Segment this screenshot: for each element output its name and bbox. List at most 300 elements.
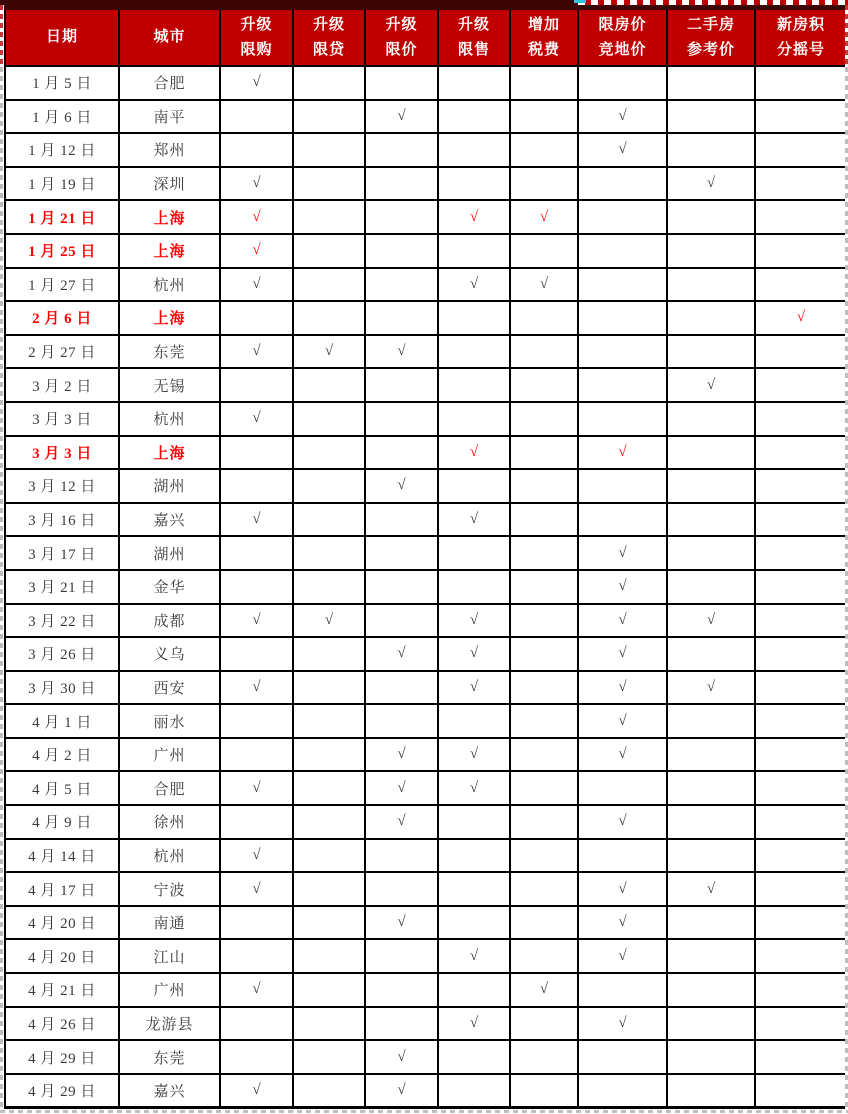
check-cell-shengji-xiangou[interactable]: √ [220,402,293,436]
check-cell-shengji-xianjia[interactable]: √ [365,1074,438,1108]
check-cell-zengjia-shuifei[interactable] [510,671,578,705]
check-cell-shengji-xiandai[interactable] [293,637,365,671]
check-cell-zengjia-shuifei[interactable] [510,839,578,873]
city-cell[interactable]: 宁波 [119,872,220,906]
date-cell[interactable]: 3 月 3 日 [5,436,119,470]
date-cell[interactable]: 3 月 2 日 [5,368,119,402]
check-cell-xinfang-jifen-yaohao[interactable] [755,939,846,973]
check-cell-shengji-xiangou[interactable]: √ [220,671,293,705]
check-cell-xinfang-jifen-yaohao[interactable] [755,771,846,805]
check-cell-shengji-xianshou[interactable] [438,906,510,940]
check-cell-shengji-xianshou[interactable] [438,335,510,369]
city-cell[interactable]: 杭州 [119,268,220,302]
check-cell-shengji-xiangou[interactable]: √ [220,973,293,1007]
col-header-shengji-xiandai[interactable] [293,8,365,67]
check-cell-zengjia-shuifei[interactable] [510,771,578,805]
check-cell-zengjia-shuifei[interactable] [510,503,578,537]
check-cell-shengji-xianshou[interactable]: √ [438,939,510,973]
check-cell-xianfangjia-jingdijia[interactable] [578,771,667,805]
check-cell-xinfang-jifen-yaohao[interactable] [755,906,846,940]
col-header-city[interactable] [119,8,220,67]
check-cell-shengji-xiandai[interactable] [293,1074,365,1108]
city-cell[interactable]: 西安 [119,671,220,705]
check-cell-shengji-xianjia[interactable] [365,1007,438,1041]
check-cell-xinfang-jifen-yaohao[interactable] [755,200,846,234]
check-cell-shengji-xianshou[interactable] [438,66,510,100]
check-cell-shengji-xiangou[interactable] [220,1007,293,1041]
check-cell-zengjia-shuifei[interactable] [510,234,578,268]
check-cell-ershoufang-cankaojia[interactable] [667,100,755,134]
check-cell-shengji-xiangou[interactable] [220,436,293,470]
city-cell[interactable]: 丽水 [119,704,220,738]
check-cell-shengji-xiangou[interactable] [220,368,293,402]
check-cell-shengji-xianjia[interactable]: √ [365,637,438,671]
check-cell-shengji-xianshou[interactable]: √ [438,738,510,772]
check-cell-ershoufang-cankaojia[interactable] [667,436,755,470]
check-cell-shengji-xiangou[interactable]: √ [220,771,293,805]
check-cell-xianfangjia-jingdijia[interactable] [578,301,667,335]
check-cell-shengji-xianjia[interactable] [365,939,438,973]
col-header-xianfangjia-jingdijia[interactable] [578,8,667,67]
check-cell-shengji-xianjia[interactable]: √ [365,469,438,503]
check-cell-shengji-xiangou[interactable] [220,738,293,772]
check-cell-shengji-xiandai[interactable] [293,100,365,134]
check-cell-xianfangjia-jingdijia[interactable] [578,234,667,268]
check-cell-xinfang-jifen-yaohao[interactable] [755,133,846,167]
check-cell-zengjia-shuifei[interactable] [510,1007,578,1041]
check-cell-shengji-xiangou[interactable] [220,805,293,839]
check-cell-shengji-xiandai[interactable] [293,738,365,772]
check-cell-zengjia-shuifei[interactable]: √ [510,200,578,234]
check-cell-xinfang-jifen-yaohao[interactable] [755,704,846,738]
check-cell-zengjia-shuifei[interactable] [510,604,578,638]
check-cell-xianfangjia-jingdijia[interactable] [578,469,667,503]
check-cell-shengji-xiangou[interactable] [220,570,293,604]
date-cell[interactable]: 3 月 17 日 [5,536,119,570]
check-cell-shengji-xiandai[interactable] [293,234,365,268]
col-header-ershoufang-cankaojia[interactable] [667,8,755,67]
check-cell-shengji-xianshou[interactable]: √ [438,604,510,638]
city-cell[interactable]: 徐州 [119,805,220,839]
check-cell-shengji-xiandai[interactable] [293,133,365,167]
check-cell-ershoufang-cankaojia[interactable] [667,637,755,671]
check-cell-shengji-xiangou[interactable]: √ [220,1074,293,1108]
city-cell[interactable]: 东莞 [119,335,220,369]
check-cell-xianfangjia-jingdijia[interactable]: √ [578,906,667,940]
check-cell-xinfang-jifen-yaohao[interactable] [755,167,846,201]
date-cell[interactable]: 3 月 16 日 [5,503,119,537]
check-cell-shengji-xianjia[interactable] [365,368,438,402]
check-cell-ershoufang-cankaojia[interactable] [667,1040,755,1074]
check-cell-xinfang-jifen-yaohao[interactable] [755,402,846,436]
check-cell-xianfangjia-jingdijia[interactable] [578,335,667,369]
check-cell-shengji-xiandai[interactable] [293,906,365,940]
check-cell-xianfangjia-jingdijia[interactable] [578,66,667,100]
check-cell-shengji-xiandai[interactable] [293,973,365,1007]
city-cell[interactable]: 嘉兴 [119,503,220,537]
check-cell-zengjia-shuifei[interactable] [510,1040,578,1074]
check-cell-shengji-xiandai[interactable] [293,671,365,705]
check-cell-shengji-xiandai[interactable] [293,805,365,839]
check-cell-xinfang-jifen-yaohao[interactable] [755,268,846,302]
check-cell-shengji-xiangou[interactable]: √ [220,839,293,873]
check-cell-xinfang-jifen-yaohao[interactable] [755,738,846,772]
city-cell[interactable]: 南平 [119,100,220,134]
check-cell-shengji-xianjia[interactable] [365,301,438,335]
check-cell-shengji-xiandai[interactable] [293,200,365,234]
check-cell-shengji-xiangou[interactable] [220,301,293,335]
check-cell-shengji-xiangou[interactable]: √ [220,335,293,369]
check-cell-zengjia-shuifei[interactable] [510,637,578,671]
city-cell[interactable]: 湖州 [119,536,220,570]
check-cell-ershoufang-cankaojia[interactable] [667,906,755,940]
check-cell-xianfangjia-jingdijia[interactable] [578,402,667,436]
check-cell-zengjia-shuifei[interactable] [510,301,578,335]
check-cell-shengji-xianjia[interactable]: √ [365,100,438,134]
check-cell-zengjia-shuifei[interactable] [510,167,578,201]
city-cell[interactable]: 上海 [119,436,220,470]
date-cell[interactable]: 1 月 25 日 [5,234,119,268]
check-cell-shengji-xiangou[interactable] [220,536,293,570]
city-cell[interactable]: 深圳 [119,167,220,201]
check-cell-shengji-xianshou[interactable] [438,234,510,268]
check-cell-xianfangjia-jingdijia[interactable] [578,167,667,201]
check-cell-shengji-xianjia[interactable] [365,872,438,906]
check-cell-shengji-xiangou[interactable]: √ [220,200,293,234]
city-cell[interactable]: 龙游县 [119,1007,220,1041]
city-cell[interactable]: 上海 [119,200,220,234]
check-cell-shengji-xianshou[interactable] [438,301,510,335]
date-cell[interactable]: 4 月 26 日 [5,1007,119,1041]
check-cell-zengjia-shuifei[interactable] [510,805,578,839]
check-cell-shengji-xianjia[interactable] [365,66,438,100]
check-cell-shengji-xiandai[interactable] [293,872,365,906]
city-cell[interactable]: 杭州 [119,839,220,873]
city-cell[interactable]: 郑州 [119,133,220,167]
check-cell-shengji-xianshou[interactable]: √ [438,503,510,537]
check-cell-zengjia-shuifei[interactable]: √ [510,973,578,1007]
check-cell-shengji-xianjia[interactable] [365,536,438,570]
check-cell-shengji-xianjia[interactable]: √ [365,906,438,940]
check-cell-shengji-xianjia[interactable] [365,604,438,638]
check-cell-shengji-xianjia[interactable]: √ [365,1040,438,1074]
city-cell[interactable]: 义乌 [119,637,220,671]
city-cell[interactable]: 合肥 [119,771,220,805]
date-cell[interactable]: 1 月 12 日 [5,133,119,167]
check-cell-shengji-xiangou[interactable] [220,906,293,940]
check-cell-xianfangjia-jingdijia[interactable] [578,839,667,873]
check-cell-shengji-xiangou[interactable] [220,469,293,503]
check-cell-xianfangjia-jingdijia[interactable] [578,368,667,402]
check-cell-shengji-xianjia[interactable] [365,268,438,302]
check-cell-xianfangjia-jingdijia[interactable]: √ [578,704,667,738]
check-cell-ershoufang-cankaojia[interactable] [667,839,755,873]
check-cell-xinfang-jifen-yaohao[interactable] [755,436,846,470]
city-cell[interactable]: 东莞 [119,1040,220,1074]
date-cell[interactable]: 1 月 19 日 [5,167,119,201]
check-cell-xinfang-jifen-yaohao[interactable] [755,604,846,638]
check-cell-ershoufang-cankaojia[interactable] [667,1074,755,1108]
check-cell-xinfang-jifen-yaohao[interactable] [755,872,846,906]
check-cell-ershoufang-cankaojia[interactable] [667,402,755,436]
col-header-shengji-xiangou[interactable] [220,8,293,67]
check-cell-zengjia-shuifei[interactable] [510,133,578,167]
check-cell-shengji-xiangou[interactable] [220,1040,293,1074]
check-cell-ershoufang-cankaojia[interactable] [667,738,755,772]
check-cell-shengji-xiandai[interactable] [293,771,365,805]
city-cell[interactable]: 成都 [119,604,220,638]
check-cell-shengji-xianjia[interactable] [365,133,438,167]
city-cell[interactable]: 上海 [119,234,220,268]
check-cell-shengji-xianshou[interactable] [438,1074,510,1108]
check-cell-xianfangjia-jingdijia[interactable]: √ [578,570,667,604]
check-cell-xinfang-jifen-yaohao[interactable] [755,973,846,1007]
check-cell-ershoufang-cankaojia[interactable] [667,301,755,335]
check-cell-shengji-xiangou[interactable]: √ [220,872,293,906]
check-cell-shengji-xianshou[interactable]: √ [438,671,510,705]
check-cell-xinfang-jifen-yaohao[interactable] [755,805,846,839]
city-cell[interactable]: 无锡 [119,368,220,402]
city-cell[interactable]: 杭州 [119,402,220,436]
date-cell[interactable]: 2 月 27 日 [5,335,119,369]
check-cell-shengji-xianshou[interactable] [438,469,510,503]
check-cell-shengji-xianjia[interactable]: √ [365,805,438,839]
check-cell-zengjia-shuifei[interactable] [510,939,578,973]
col-header-shengji-xianjia[interactable] [365,8,438,67]
check-cell-shengji-xianjia[interactable] [365,839,438,873]
col-header-zengjia-shuifei[interactable] [510,8,578,67]
check-cell-xinfang-jifen-yaohao[interactable] [755,671,846,705]
date-cell[interactable]: 3 月 30 日 [5,671,119,705]
check-cell-shengji-xiangou[interactable]: √ [220,234,293,268]
check-cell-shengji-xiandai[interactable] [293,839,365,873]
check-cell-xinfang-jifen-yaohao[interactable] [755,100,846,134]
check-cell-xianfangjia-jingdijia[interactable]: √ [578,436,667,470]
date-cell[interactable]: 3 月 21 日 [5,570,119,604]
check-cell-zengjia-shuifei[interactable] [510,704,578,738]
city-cell[interactable]: 江山 [119,939,220,973]
date-cell[interactable]: 4 月 21 日 [5,973,119,1007]
date-cell[interactable]: 3 月 12 日 [5,469,119,503]
check-cell-ershoufang-cankaojia[interactable] [667,66,755,100]
check-cell-xianfangjia-jingdijia[interactable]: √ [578,671,667,705]
check-cell-shengji-xiandai[interactable] [293,167,365,201]
check-cell-ershoufang-cankaojia[interactable]: √ [667,872,755,906]
check-cell-xianfangjia-jingdijia[interactable] [578,268,667,302]
check-cell-ershoufang-cankaojia[interactable] [667,335,755,369]
date-cell[interactable]: 4 月 2 日 [5,738,119,772]
city-cell[interactable]: 广州 [119,973,220,1007]
check-cell-xinfang-jifen-yaohao[interactable] [755,368,846,402]
check-cell-shengji-xiandai[interactable]: √ [293,335,365,369]
check-cell-xianfangjia-jingdijia[interactable]: √ [578,939,667,973]
check-cell-xianfangjia-jingdijia[interactable] [578,973,667,1007]
check-cell-shengji-xiangou[interactable] [220,704,293,738]
check-cell-xianfangjia-jingdijia[interactable] [578,200,667,234]
check-cell-shengji-xianjia[interactable] [365,200,438,234]
check-cell-zengjia-shuifei[interactable] [510,66,578,100]
date-cell[interactable]: 3 月 26 日 [5,637,119,671]
check-cell-zengjia-shuifei[interactable] [510,906,578,940]
check-cell-xinfang-jifen-yaohao[interactable] [755,536,846,570]
check-cell-shengji-xianshou[interactable] [438,368,510,402]
check-cell-shengji-xiandai[interactable] [293,368,365,402]
check-cell-xinfang-jifen-yaohao[interactable] [755,503,846,537]
check-cell-shengji-xiandai[interactable] [293,704,365,738]
check-cell-shengji-xianjia[interactable] [365,704,438,738]
date-cell[interactable]: 4 月 1 日 [5,704,119,738]
check-cell-shengji-xiangou[interactable]: √ [220,604,293,638]
city-cell[interactable]: 合肥 [119,66,220,100]
check-cell-shengji-xianjia[interactable] [365,973,438,1007]
check-cell-shengji-xiandai[interactable] [293,66,365,100]
check-cell-zengjia-shuifei[interactable] [510,368,578,402]
check-cell-shengji-xiandai[interactable] [293,939,365,973]
check-cell-zengjia-shuifei[interactable] [510,100,578,134]
check-cell-xianfangjia-jingdijia[interactable]: √ [578,872,667,906]
check-cell-ershoufang-cankaojia[interactable] [667,939,755,973]
check-cell-shengji-xiandai[interactable] [293,1007,365,1041]
check-cell-zengjia-shuifei[interactable] [510,436,578,470]
check-cell-shengji-xiandai[interactable] [293,301,365,335]
check-cell-ershoufang-cankaojia[interactable] [667,234,755,268]
check-cell-ershoufang-cankaojia[interactable] [667,268,755,302]
city-cell[interactable]: 上海 [119,301,220,335]
check-cell-shengji-xiangou[interactable]: √ [220,167,293,201]
check-cell-ershoufang-cankaojia[interactable]: √ [667,671,755,705]
check-cell-shengji-xianjia[interactable]: √ [365,335,438,369]
check-cell-shengji-xiangou[interactable] [220,939,293,973]
check-cell-xianfangjia-jingdijia[interactable] [578,1074,667,1108]
check-cell-shengji-xianjia[interactable] [365,503,438,537]
check-cell-ershoufang-cankaojia[interactable] [667,200,755,234]
city-cell[interactable]: 湖州 [119,469,220,503]
check-cell-ershoufang-cankaojia[interactable] [667,704,755,738]
check-cell-zengjia-shuifei[interactable] [510,738,578,772]
check-cell-zengjia-shuifei[interactable] [510,335,578,369]
check-cell-shengji-xianshou[interactable]: √ [438,436,510,470]
date-cell[interactable]: 4 月 29 日 [5,1074,119,1108]
check-cell-shengji-xianjia[interactable]: √ [365,738,438,772]
check-cell-shengji-xianjia[interactable] [365,167,438,201]
check-cell-shengji-xianjia[interactable]: √ [365,771,438,805]
check-cell-shengji-xiandai[interactable] [293,469,365,503]
check-cell-shengji-xiangou[interactable]: √ [220,66,293,100]
date-cell[interactable]: 4 月 5 日 [5,771,119,805]
check-cell-shengji-xiandai[interactable] [293,436,365,470]
check-cell-xianfangjia-jingdijia[interactable]: √ [578,738,667,772]
city-cell[interactable]: 南通 [119,906,220,940]
check-cell-shengji-xiandai[interactable]: √ [293,604,365,638]
check-cell-ershoufang-cankaojia[interactable] [667,503,755,537]
check-cell-shengji-xiangou[interactable]: √ [220,268,293,302]
check-cell-xianfangjia-jingdijia[interactable]: √ [578,133,667,167]
date-cell[interactable]: 4 月 20 日 [5,906,119,940]
check-cell-shengji-xianshou[interactable] [438,167,510,201]
date-cell[interactable]: 4 月 17 日 [5,872,119,906]
check-cell-shengji-xianjia[interactable] [365,402,438,436]
check-cell-zengjia-shuifei[interactable] [510,570,578,604]
city-cell[interactable]: 嘉兴 [119,1074,220,1108]
check-cell-xianfangjia-jingdijia[interactable]: √ [578,805,667,839]
check-cell-shengji-xianshou[interactable]: √ [438,771,510,805]
check-cell-shengji-xianshou[interactable]: √ [438,1007,510,1041]
check-cell-xinfang-jifen-yaohao[interactable] [755,1040,846,1074]
check-cell-xinfang-jifen-yaohao[interactable] [755,1007,846,1041]
check-cell-zengjia-shuifei[interactable] [510,1074,578,1108]
check-cell-zengjia-shuifei[interactable] [510,872,578,906]
check-cell-xianfangjia-jingdijia[interactable]: √ [578,1007,667,1041]
check-cell-xinfang-jifen-yaohao[interactable] [755,66,846,100]
check-cell-shengji-xianjia[interactable] [365,570,438,604]
check-cell-xinfang-jifen-yaohao[interactable] [755,335,846,369]
check-cell-shengji-xianjia[interactable] [365,436,438,470]
date-cell[interactable]: 1 月 27 日 [5,268,119,302]
col-header-shengji-xianshou[interactable] [438,8,510,67]
check-cell-ershoufang-cankaojia[interactable] [667,771,755,805]
check-cell-shengji-xiandai[interactable] [293,268,365,302]
check-cell-shengji-xiangou[interactable]: √ [220,503,293,537]
check-cell-shengji-xianshou[interactable] [438,133,510,167]
check-cell-xinfang-jifen-yaohao[interactable] [755,637,846,671]
check-cell-shengji-xiangou[interactable] [220,133,293,167]
check-cell-zengjia-shuifei[interactable] [510,469,578,503]
check-cell-ershoufang-cankaojia[interactable]: √ [667,368,755,402]
date-cell[interactable]: 1 月 6 日 [5,100,119,134]
check-cell-shengji-xianshou[interactable] [438,570,510,604]
check-cell-shengji-xianshou[interactable]: √ [438,200,510,234]
city-cell[interactable]: 金华 [119,570,220,604]
check-cell-xinfang-jifen-yaohao[interactable] [755,570,846,604]
check-cell-ershoufang-cankaojia[interactable] [667,1007,755,1041]
check-cell-xianfangjia-jingdijia[interactable]: √ [578,100,667,134]
check-cell-shengji-xianshou[interactable] [438,100,510,134]
check-cell-shengji-xianshou[interactable] [438,704,510,738]
check-cell-ershoufang-cankaojia[interactable] [667,973,755,1007]
check-cell-xinfang-jifen-yaohao[interactable] [755,469,846,503]
check-cell-shengji-xiangou[interactable] [220,637,293,671]
check-cell-xinfang-jifen-yaohao[interactable]: √ [755,301,846,335]
check-cell-shengji-xianshou[interactable] [438,839,510,873]
date-cell[interactable]: 4 月 20 日 [5,939,119,973]
check-cell-shengji-xianshou[interactable] [438,973,510,1007]
check-cell-shengji-xiandai[interactable] [293,570,365,604]
check-cell-xianfangjia-jingdijia[interactable] [578,1040,667,1074]
check-cell-zengjia-shuifei[interactable]: √ [510,268,578,302]
check-cell-xinfang-jifen-yaohao[interactable] [755,234,846,268]
check-cell-xianfangjia-jingdijia[interactable]: √ [578,536,667,570]
check-cell-shengji-xianshou[interactable]: √ [438,637,510,671]
date-cell[interactable]: 3 月 3 日 [5,402,119,436]
check-cell-ershoufang-cankaojia[interactable]: √ [667,604,755,638]
check-cell-shengji-xianshou[interactable]: √ [438,268,510,302]
date-cell[interactable]: 1 月 21 日 [5,200,119,234]
date-cell[interactable]: 4 月 14 日 [5,839,119,873]
date-cell[interactable]: 3 月 22 日 [5,604,119,638]
check-cell-shengji-xianjia[interactable] [365,671,438,705]
check-cell-shengji-xianshou[interactable] [438,536,510,570]
check-cell-xianfangjia-jingdijia[interactable]: √ [578,637,667,671]
check-cell-shengji-xianshou[interactable] [438,805,510,839]
check-cell-shengji-xianshou[interactable] [438,1040,510,1074]
check-cell-ershoufang-cankaojia[interactable] [667,133,755,167]
check-cell-shengji-xianshou[interactable] [438,402,510,436]
date-cell[interactable]: 4 月 29 日 [5,1040,119,1074]
check-cell-xinfang-jifen-yaohao[interactable] [755,1074,846,1108]
check-cell-xianfangjia-jingdijia[interactable]: √ [578,604,667,638]
check-cell-shengji-xiangou[interactable] [220,100,293,134]
check-cell-ershoufang-cankaojia[interactable] [667,570,755,604]
